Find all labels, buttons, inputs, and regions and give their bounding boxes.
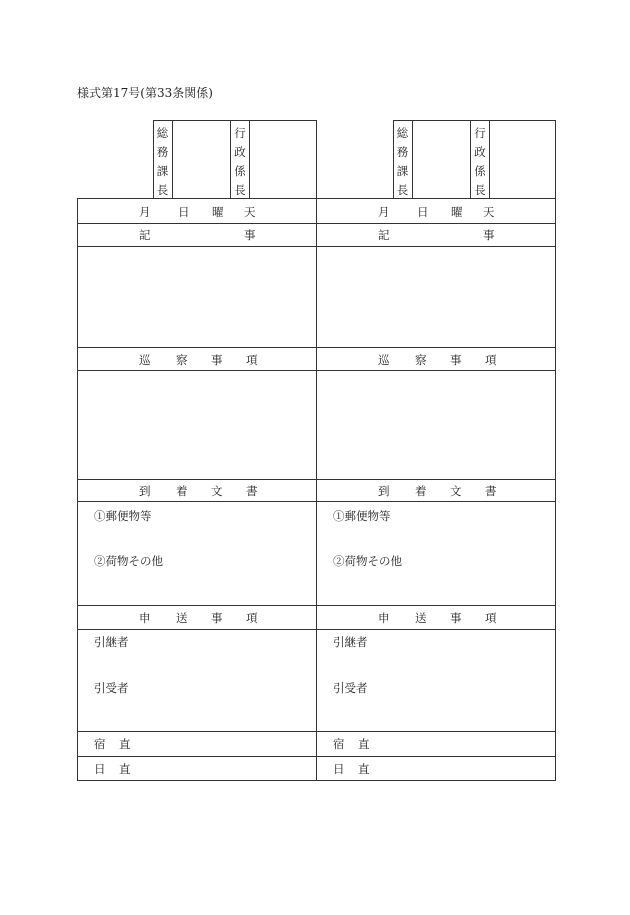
day-label: 日	[178, 205, 190, 219]
stamp-char: 長	[234, 183, 246, 197]
nicchoku-char: 日	[333, 762, 345, 776]
stamp-seal-space[interactable]	[173, 121, 230, 198]
package-item-label: ②荷物その他	[333, 554, 402, 568]
mail-item-label: ①郵便物等	[333, 509, 391, 523]
toutyaku-header-char: 到	[139, 484, 151, 498]
stamp-char: 務	[156, 145, 169, 159]
shukuchoku-char: 直	[358, 737, 370, 751]
moushiokuri-header-char: 送	[176, 611, 188, 625]
junsatsu-header-char: 察	[176, 353, 188, 367]
kiji-entry-area[interactable]	[317, 247, 556, 347]
nicchoku-char: 日	[94, 762, 106, 776]
stamp-char: 総	[396, 126, 409, 140]
moushiokuri-header-char: 申	[378, 611, 390, 625]
stamp-char: 係	[474, 164, 486, 178]
stamp-seal-space[interactable]	[250, 121, 316, 198]
month-label: 月	[139, 205, 151, 219]
stamp-char: 長	[156, 183, 169, 197]
junsatsu-header-char: 巡	[378, 353, 390, 367]
moushiokuri-header-char: 送	[415, 611, 427, 625]
duty-log-column-right	[317, 199, 556, 780]
junsatsu-header-char: 項	[246, 353, 258, 367]
stamp-char: 政	[234, 145, 246, 159]
hikiuke-label: 引受者	[94, 681, 129, 695]
toutyaku-header-char: 着	[415, 484, 427, 498]
hikitsugi-label: 引継者	[333, 635, 368, 649]
approval-stamp-box-right	[393, 120, 556, 198]
junsatsu-header-char: 巡	[139, 353, 151, 367]
toutyaku-header-char: 着	[176, 484, 188, 498]
stamp-seal-space[interactable]	[490, 121, 555, 198]
moushiokuri-header-char: 事	[211, 611, 223, 625]
toutyaku-header-char: 書	[485, 484, 497, 498]
duty-log-column-left	[78, 199, 317, 780]
stamp-title-gyosei-kakaricho	[470, 121, 490, 198]
day-label: 日	[417, 205, 429, 219]
stamp-char: 政	[474, 145, 486, 159]
stamp-title-somu-kacho	[393, 121, 413, 198]
hikiuke-label: 引受者	[333, 681, 368, 695]
stamp-seal-space[interactable]	[413, 121, 470, 198]
toutyaku-header-char: 書	[246, 484, 258, 498]
kiji-label-left: 記	[139, 228, 151, 242]
stamp-char: 務	[396, 145, 409, 159]
stamp-char: 行	[474, 126, 486, 140]
shukuchoku-char: 直	[119, 737, 131, 751]
duty-log-table	[77, 198, 556, 781]
month-label: 月	[378, 205, 390, 219]
junsatsu-entry-area[interactable]	[317, 371, 556, 479]
junsatsu-entry-area[interactable]	[78, 371, 317, 479]
junsatsu-header-char: 事	[450, 353, 462, 367]
junsatsu-header-char: 察	[415, 353, 427, 367]
shukuchoku-char: 宿	[94, 737, 106, 751]
nicchoku-char: 直	[358, 762, 370, 776]
stamp-char: 長	[396, 183, 409, 197]
kiji-label-left: 記	[378, 228, 390, 242]
kiji-entry-area[interactable]	[78, 247, 317, 347]
moushiokuri-header-char: 申	[139, 611, 151, 625]
kiji-label-right: 事	[483, 228, 495, 242]
stamp-char: 課	[156, 164, 169, 178]
weather-label: 天	[244, 205, 256, 219]
moushiokuri-header-char: 事	[450, 611, 462, 625]
stamp-char: 総	[156, 126, 169, 140]
weather-label: 天	[483, 205, 495, 219]
hikitsugi-label: 引継者	[94, 635, 129, 649]
nicchoku-char: 直	[119, 762, 131, 776]
mail-item-label: ①郵便物等	[94, 509, 152, 523]
moushiokuri-header-char: 項	[246, 611, 258, 625]
stamp-char: 行	[234, 126, 246, 140]
weekday-label: 曜	[451, 205, 463, 219]
junsatsu-header-char: 項	[485, 353, 497, 367]
toutyaku-header-char: 文	[450, 484, 462, 498]
approval-stamp-box-left	[153, 120, 317, 198]
shukuchoku-char: 宿	[333, 737, 345, 751]
toutyaku-header-char: 文	[211, 484, 223, 498]
kiji-label-right: 事	[244, 228, 256, 242]
moushiokuri-header-char: 項	[485, 611, 497, 625]
stamp-title-gyosei-kakaricho	[230, 121, 250, 198]
junsatsu-header-char: 事	[211, 353, 223, 367]
stamp-char: 長	[474, 183, 486, 197]
stamp-title-somu-kacho	[153, 121, 173, 198]
stamp-char: 係	[234, 164, 246, 178]
toutyaku-header-char: 到	[378, 484, 390, 498]
form-title: 様式第17号(第33条関係)	[77, 86, 213, 100]
weekday-label: 曜	[212, 205, 224, 219]
stamp-char: 課	[396, 164, 409, 178]
package-item-label: ②荷物その他	[94, 554, 163, 568]
